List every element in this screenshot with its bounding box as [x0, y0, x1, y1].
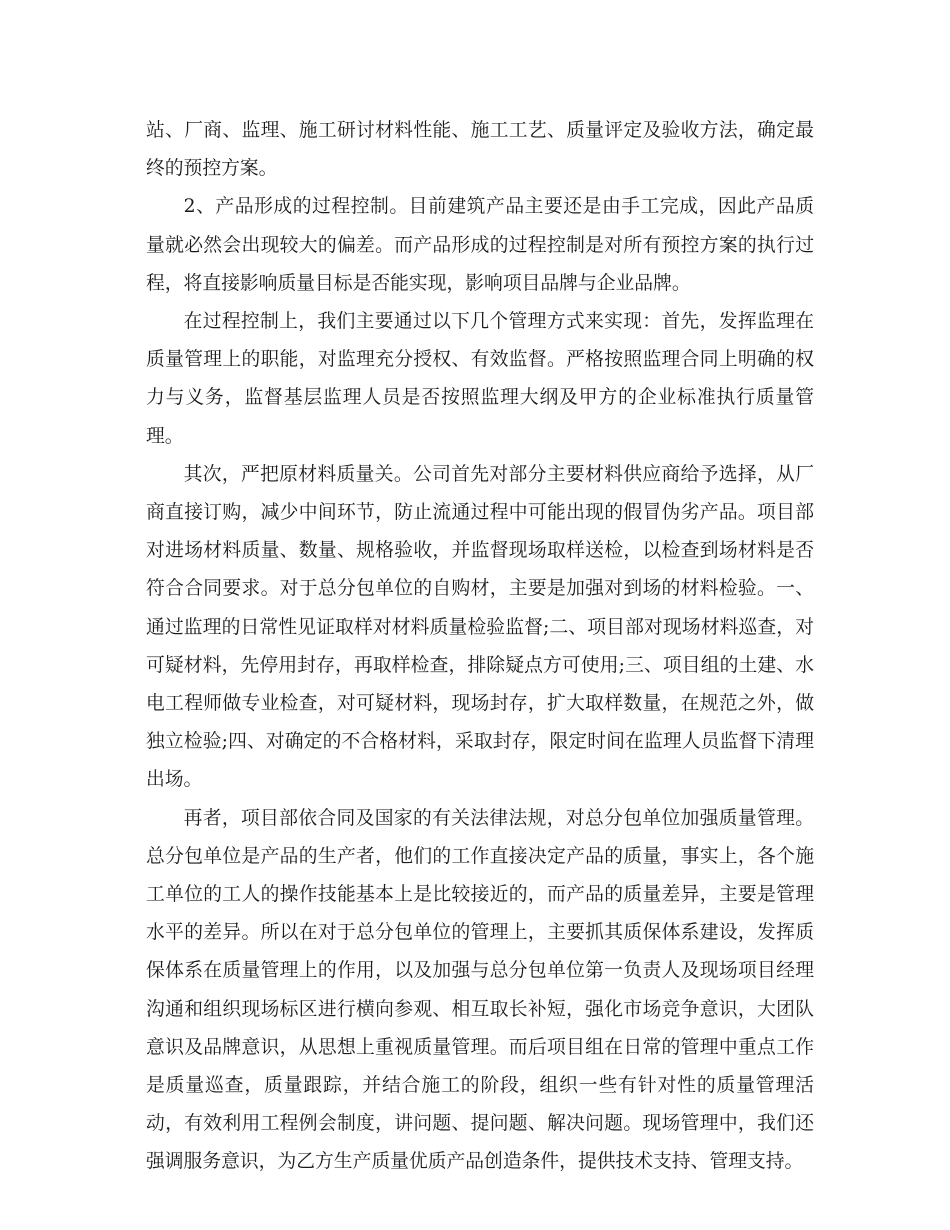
paragraph-supervision: 在过程控制上，我们主要通过以下几个管理方式来实现：首先，发挥监理在质量管理上的职能，对监理充分授权、有效监督。严格按照监理合同上明确的权力与义务，监督基层监理人员是否按照监理大纲及甲方的企业标准执行质量管理。	[146, 311, 814, 447]
paragraph-process-control: 2、产品形成的过程控制。目前建筑产品主要还是由手工完成，因此产品质量就必然会出现较大的偏差。而产品形成的过程控制是对所有预控方案的执行过程，将直接影响质量目标是否能实现，影响项目品牌与企业品牌。	[146, 196, 814, 294]
paragraph-continuation: 站、厂商、监理、施工研讨材料性能、施工工艺、质量评定及验收方法，确定最终的预控方案。	[146, 120, 814, 180]
document-body	[146, 112, 814, 1182]
paragraph-raw-materials: 其次，严把原材料质量关。公司首先对部分主要材料供应商给予选择，从厂商直接订购，减少中间环节，防止流通过程中可能出现的假冒伪劣产品。项目部对进场材料质量、数量、规格验收，并监督现场取样送检，以检查到场材料是否符合合同要求。对于总分包单位的自购材，主要是加强对到场的材料检验。一、通过监理的日常性见证取样对材料质量检验监督;二、项目部对现场材料巡查，对可疑材料，先停用封存，再取样检查，排除疑点方可使用;三、项目组的土建、水电工程师做专业检查，对可疑材料，现场封存，扩大取样数量，在规范之外，做独立检验;四、对确定的不合格材料，采取封存，限定时间在监理人员监督下清理出场。	[146, 463, 814, 791]
paragraph-contractor-management: 再者，项目部依合同及国家的有关法律法规，对总分包单位加强质量管理。总分包单位是产品的生产者，他们的工作直接决定产品的质量，事实上，各个施工单位的工人的操作技能基本上是比较接近的，而产品的质量差异，主要是管理水平的差异。所以在对于总分包单位的管理上，主要抓其质保体系建设，发挥质保体系在质量管理上的作用，以及加强与总分包单位第一负责人及现场项目经理沟通和组织现场标区进行横向参观、相互取长补短，强化市场竞争意识，大团队意识及品牌意识，从思想上重视质量管理。而后项目组在日常的管理中重点工作是质量巡查，质量跟踪，并结合施工的阶段，组织一些有针对性的质量管理活动，有效利用工程例会制度，讲问题、提问题、解决问题。现场管理中，我们还强调服务意识，为乙方生产质量优质产品创造条件，提供技术支持、管理支持。	[146, 807, 814, 1173]
